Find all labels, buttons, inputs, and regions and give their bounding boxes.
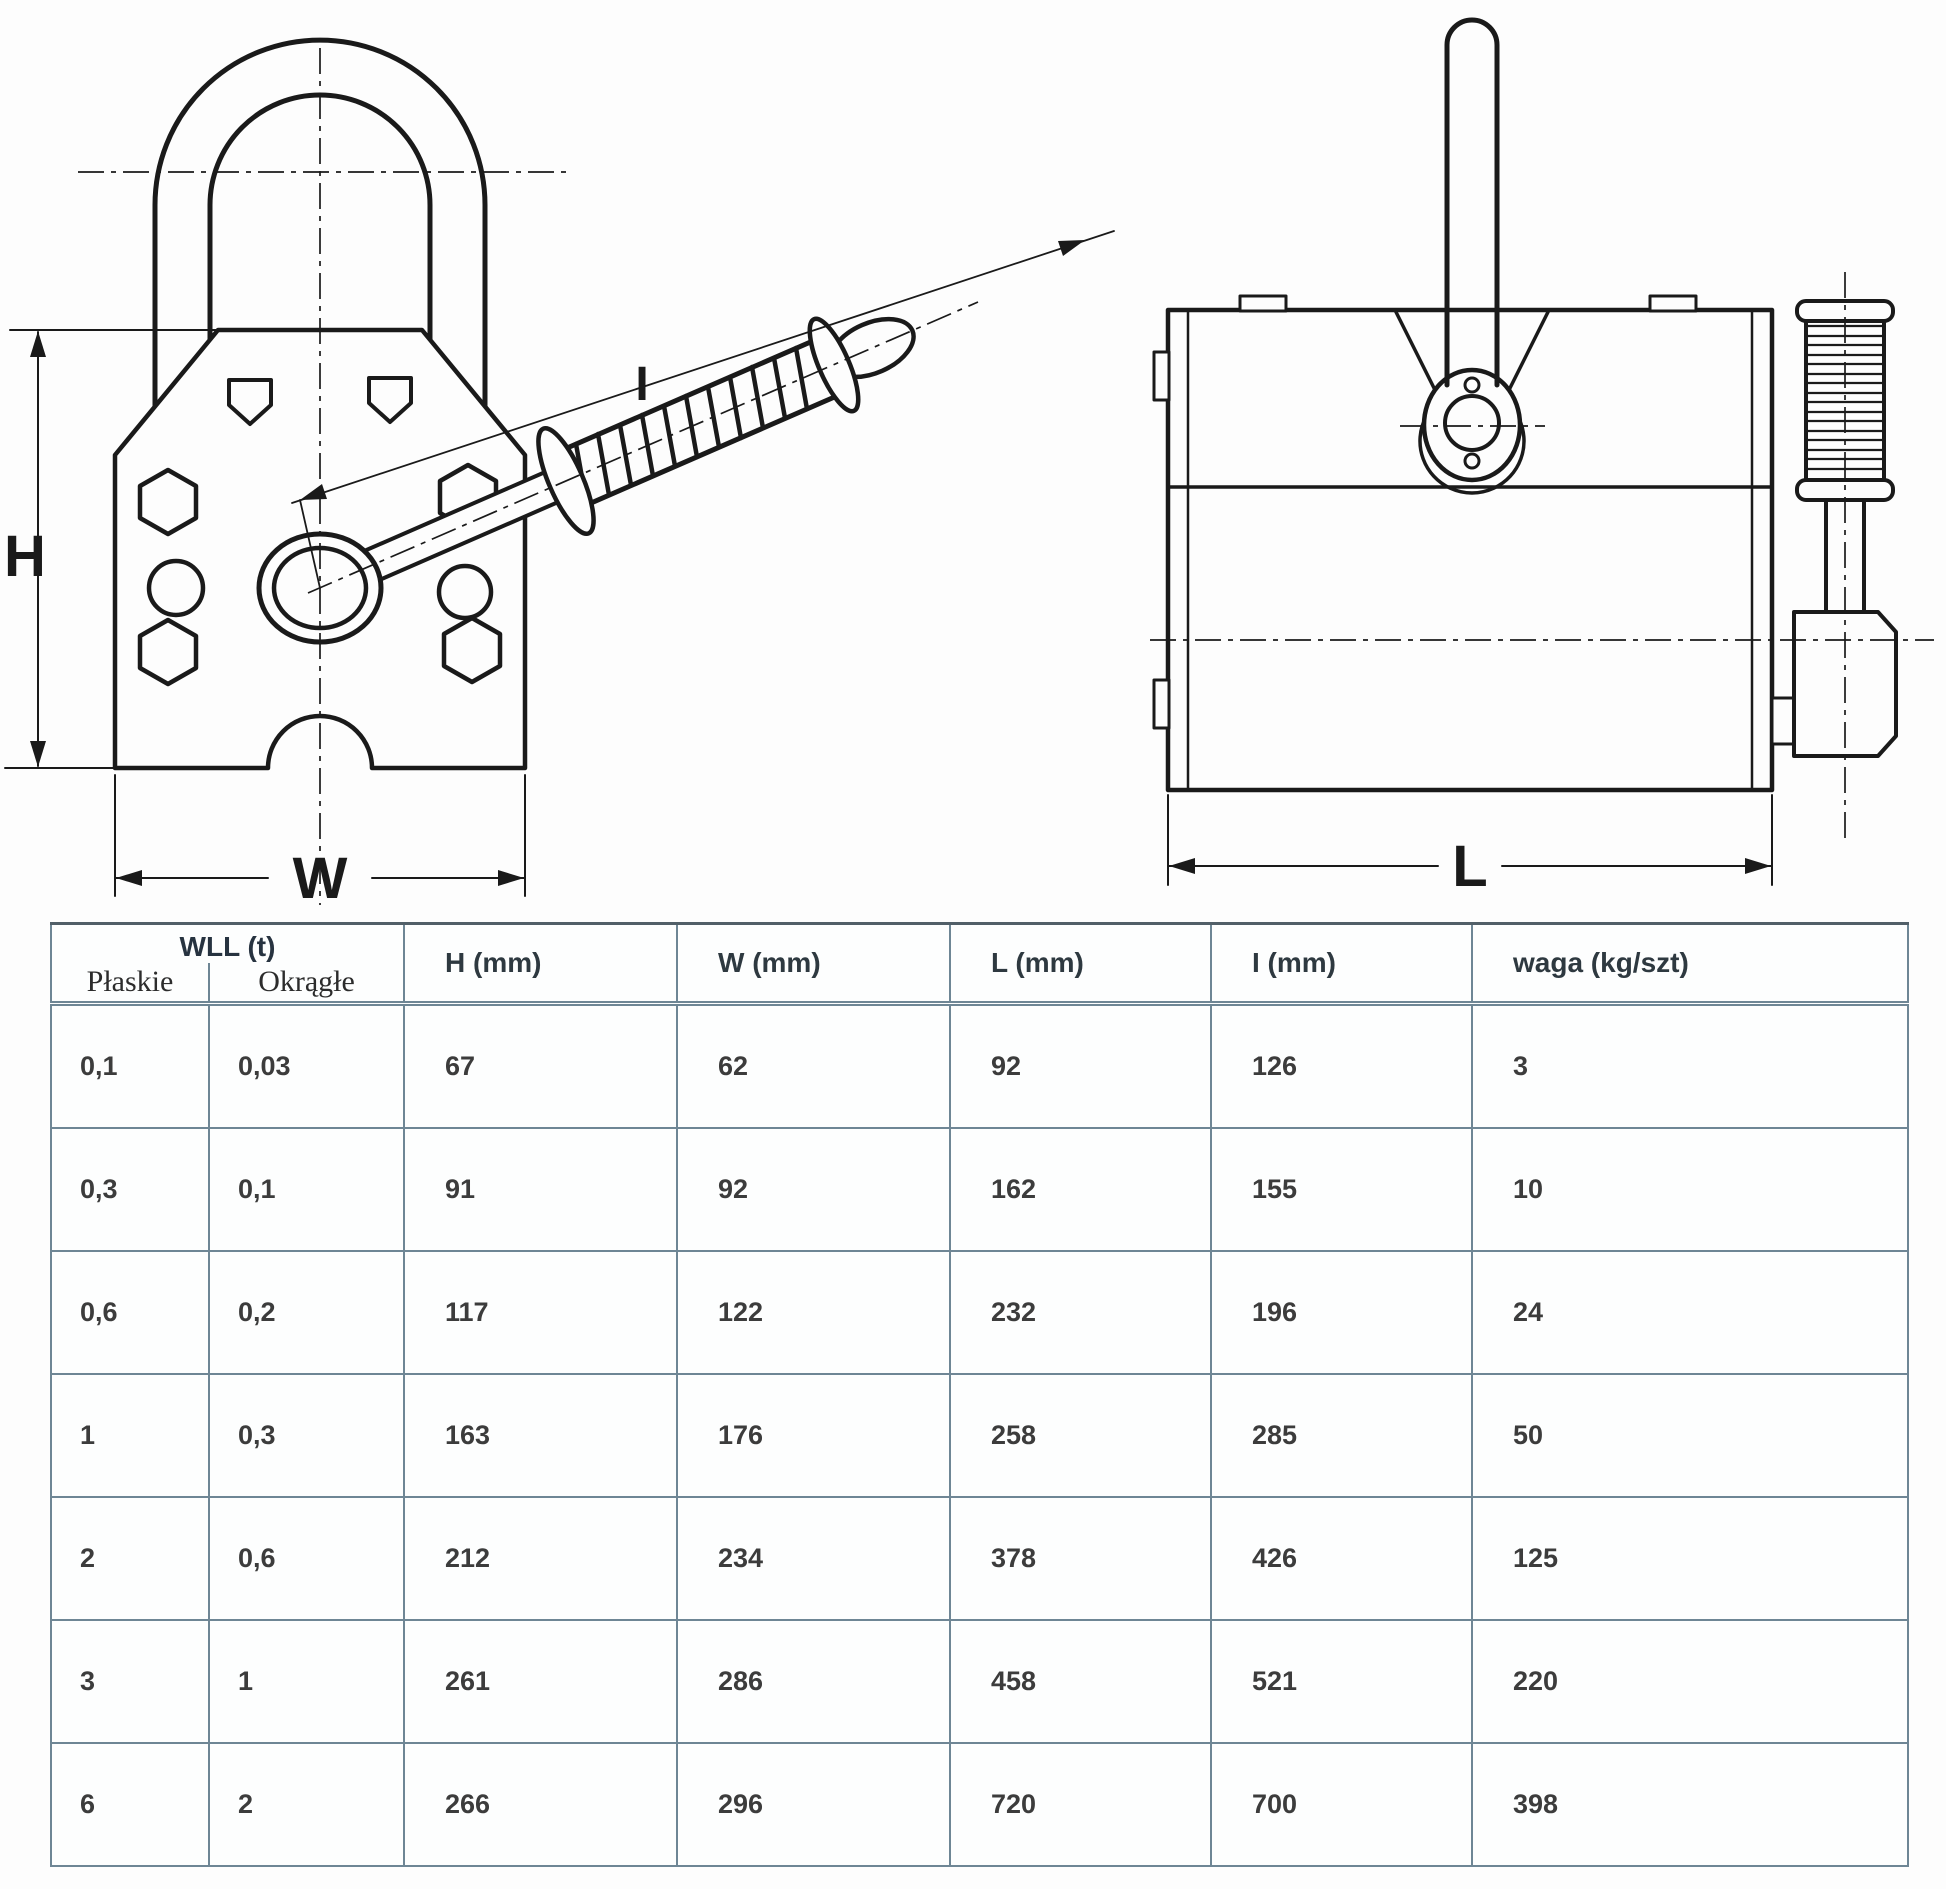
- cell-h: 67: [404, 1004, 677, 1129]
- dim-label-h: H: [4, 524, 46, 589]
- cell-wll-flat: 2: [51, 1497, 209, 1620]
- header-wll-round: Okrągłe: [208, 963, 403, 1001]
- cell-wll-flat: 6: [51, 1743, 209, 1866]
- cell-w: 176: [677, 1374, 950, 1497]
- cell-waga: 3: [1472, 1004, 1908, 1129]
- cell-l: 458: [950, 1620, 1211, 1743]
- cell-i: 521: [1211, 1620, 1472, 1743]
- table-row: [51, 1374, 1908, 1497]
- cell-h: 91: [404, 1128, 677, 1251]
- top-tab: [1650, 296, 1696, 311]
- shackle-lug: [1424, 370, 1520, 480]
- cell-waga: 24: [1472, 1251, 1908, 1374]
- cell-h: 163: [404, 1374, 677, 1497]
- table-row: [51, 1497, 1908, 1620]
- cell-h: 261: [404, 1620, 677, 1743]
- cell-i: 126: [1211, 1004, 1472, 1129]
- dim-label-l: L: [1452, 834, 1488, 899]
- header-wll-flat: Płaskie: [86, 965, 174, 998]
- cell-waga: 220: [1472, 1620, 1908, 1743]
- cell-h: 212: [404, 1497, 677, 1620]
- cell-h: 266: [404, 1743, 677, 1866]
- cell-l: 378: [950, 1497, 1211, 1620]
- cell-wll-flat: 0,3: [51, 1128, 209, 1251]
- cell-l: 232: [950, 1251, 1211, 1374]
- technical-drawing: [0, 0, 1946, 922]
- side-tab: [1154, 352, 1169, 400]
- cell-l: 720: [950, 1743, 1211, 1866]
- header-h: H (mm): [404, 924, 677, 1004]
- dim-label-i: I: [635, 358, 649, 411]
- cell-waga: 125: [1472, 1497, 1908, 1620]
- side-tab: [1154, 680, 1169, 728]
- cell-wll-flat: 1: [51, 1374, 209, 1497]
- dim-label-w: W: [292, 846, 348, 911]
- cell-waga: 398: [1472, 1743, 1908, 1866]
- cell-wll-round: 0,3: [209, 1374, 404, 1497]
- cell-w: 92: [677, 1128, 950, 1251]
- table-row: [51, 1128, 1908, 1251]
- header-waga: waga (kg/szt): [1472, 924, 1908, 1004]
- header-i: I (mm): [1211, 924, 1472, 1004]
- cell-i: 700: [1211, 1743, 1472, 1866]
- cell-w: 234: [677, 1497, 950, 1620]
- cell-i: 155: [1211, 1128, 1472, 1251]
- table-header-row: [51, 924, 1908, 1004]
- cell-waga: 10: [1472, 1128, 1908, 1251]
- cell-wll-round: 0,2: [209, 1251, 404, 1374]
- cell-i: 426: [1211, 1497, 1472, 1620]
- cell-wll-flat: 0,6: [51, 1251, 209, 1374]
- cell-wll-round: 2: [209, 1743, 404, 1866]
- cell-h: 117: [404, 1251, 677, 1374]
- side-handle: [1772, 301, 1896, 756]
- cell-wll-round: 0,6: [209, 1497, 404, 1620]
- cell-wll-flat: 3: [51, 1620, 209, 1743]
- cell-wll-flat: 0,1: [51, 1004, 209, 1129]
- table-row: [51, 1620, 1908, 1743]
- cell-l: 258: [950, 1374, 1211, 1497]
- table-row: [51, 1004, 1908, 1129]
- front-view-drawing: [5, 40, 1114, 896]
- table-row: [51, 1743, 1908, 1866]
- header-l: L (mm): [950, 924, 1211, 1004]
- header-w: W (mm): [677, 924, 950, 1004]
- cell-i: 196: [1211, 1251, 1472, 1374]
- cell-l: 162: [950, 1128, 1211, 1251]
- spec-table: [50, 922, 1909, 1867]
- cell-w: 122: [677, 1251, 950, 1374]
- top-tab: [1240, 296, 1286, 311]
- side-view-drawing: [1154, 20, 1896, 885]
- header-wll-group: [51, 924, 404, 1004]
- cell-l: 92: [950, 1004, 1211, 1129]
- cell-w: 62: [677, 1004, 950, 1129]
- cell-wll-round: 1: [209, 1620, 404, 1743]
- cell-i: 285: [1211, 1374, 1472, 1497]
- cell-w: 296: [677, 1743, 950, 1866]
- cell-wll-round: 0,03: [209, 1004, 404, 1129]
- table-row: [51, 1251, 1908, 1374]
- cell-w: 286: [677, 1620, 950, 1743]
- cell-wll-round: 0,1: [209, 1128, 404, 1251]
- header-wll-title: WLL (t): [179, 931, 276, 962]
- cell-waga: 50: [1472, 1374, 1908, 1497]
